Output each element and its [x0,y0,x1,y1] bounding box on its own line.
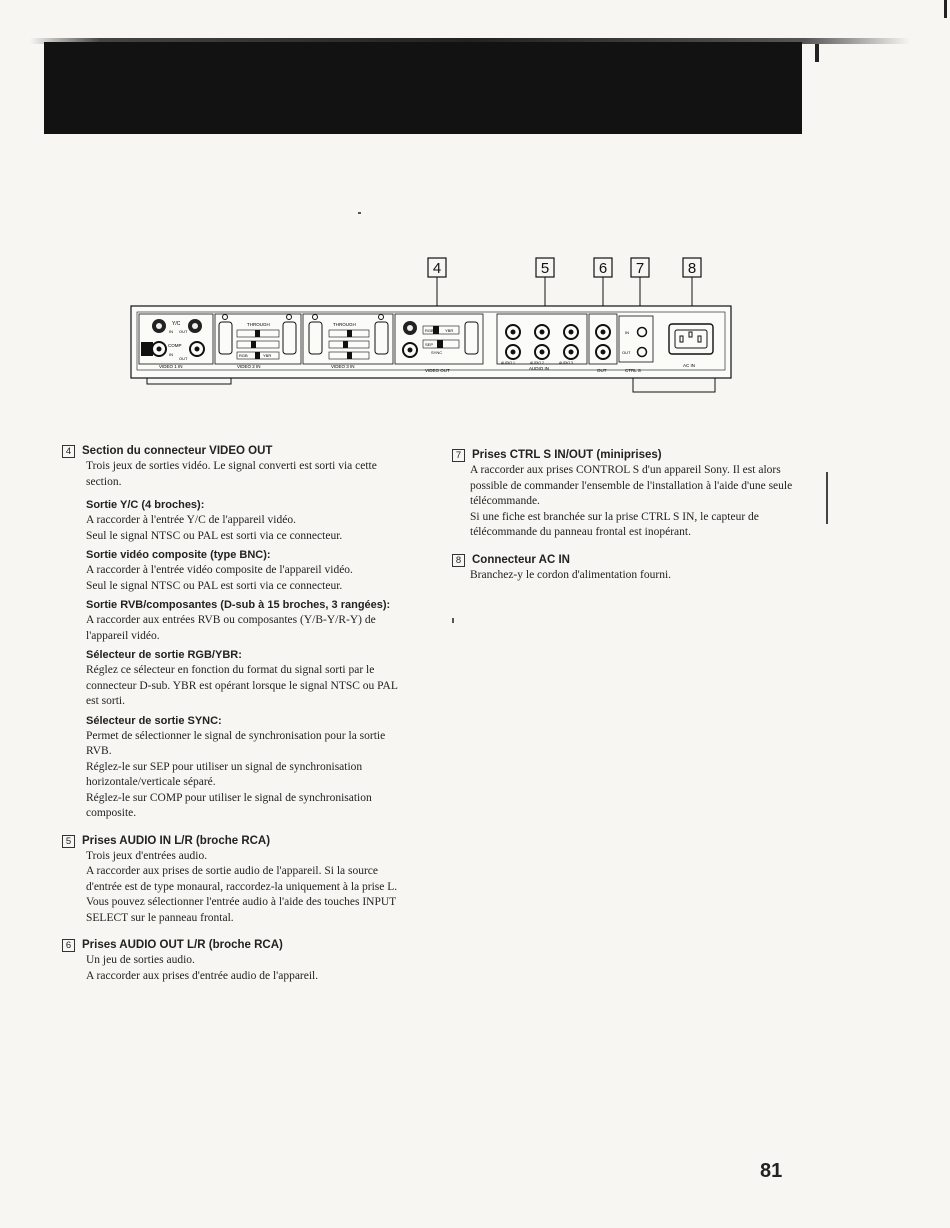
subsection-text: Permet de sélectionner le signal de synchronisation pour la sortie RVB. Réglez-le sur SEP pour utiliser un signal de synchronisation horizontale/verticale séparé. Réglez-le sur COMP pour utiliser le signal de synchronisation composite. [86,729,386,819]
subsection-text: A raccorder à l'entrée vidéo composite de l'appareil vidéo. Seul le signal NTSC ou PAL est sorti via ce connecteur. [86,564,353,592]
svg-text:6: 6 [598,260,608,277]
section-5-heading [62,834,412,849]
svg-text:COMP: COMP [168,343,182,348]
section-5-body [62,849,412,927]
svg-text:AUDIO 2: AUDIO 2 [530,361,545,365]
header-tick-mark [815,44,819,62]
section-title: Section du connecteur VIDEO OUT [82,445,273,457]
section-number-box: 7 [452,449,465,462]
section-6-heading [62,938,412,953]
section-number-box: 6 [62,939,75,952]
section-number-box: 5 [62,835,75,848]
section-title: Prises AUDIO OUT L/R (broche RCA) [82,939,283,951]
section-4-body [62,459,412,822]
svg-text:OUT: OUT [179,329,188,334]
svg-text:IN: IN [625,330,629,335]
svg-text:AUDIO 3: AUDIO 3 [559,361,574,365]
rear-panel-diagram [125,250,735,400]
svg-text:AC IN: AC IN [683,363,696,368]
subsection-title: Sélecteur de sortie RGB/YBR: [86,649,242,661]
subsection-title: Sortie RVB/composantes (D-sub à 15 broches, 3 rangées): [86,599,391,611]
scan-speck [452,618,454,623]
page-number: 81 [760,1160,783,1182]
svg-text:SEP: SEP [425,342,434,347]
right-column [452,448,802,583]
section-text: Branchez-y le cordon d'alimentation fourni. [470,568,672,581]
section-8-heading [452,553,802,568]
svg-text:OUT: OUT [179,356,188,361]
subsection-title: Sortie vidéo composite (type BNC): [86,549,271,561]
scan-speck [826,472,828,524]
foot-left [147,378,231,384]
svg-text:YBR: YBR [445,328,454,333]
svg-text:7: 7 [635,260,645,277]
svg-text:RGB: RGB [239,353,248,358]
section-number-box: 4 [62,445,75,458]
svg-text:RGB: RGB [425,328,434,333]
svg-text:VIDEO 2 IN: VIDEO 2 IN [237,364,261,369]
svg-text:AUDIO 1: AUDIO 1 [501,361,516,365]
svg-text:SYNC: SYNC [431,350,443,355]
section-title: Prises AUDIO IN L/R (broche RCA) [82,834,271,847]
subsection-text: A raccorder aux entrées RVB ou composantes (Y/B-Y/R-Y) de l'appareil vidéo. [86,614,376,642]
svg-text:Y/C: Y/C [172,321,181,327]
subsection-text: A raccorder à l'entrée Y/C de l'appareil vidéo. Seul le signal NTSC ou PAL est sorti via ce connecteur. [86,514,343,542]
svg-text:OUT: OUT [597,368,607,373]
section-text: Trois jeux d'entrées audio. A raccorder aux prises de sortie audio de l'appareil. Si la source d'entrée est de type monaural, raccordez-la uniquement à la prise L. Vous pouvez sélectionner l'entrée audio à l'aide des touches INPUT SELECT sur le panneau frontal. [86,849,398,924]
svg-text:YBR: YBR [263,353,272,358]
foot-right [633,378,715,392]
svg-text:4: 4 [432,260,442,277]
svg-text:VIDEO 3 IN: VIDEO 3 IN [331,364,355,369]
section-text: A raccorder aux prises CONTROL S d'un appareil Sony. Il est alors possible de commander l'ensemble de l'installation à l'aide d'une seule télécommande. Si une fiche est branchée sur la prise CTRL S IN, le capteur de télécommande du panneau frontal est inopérant. [470,464,793,538]
svg-text:IN: IN [169,329,173,334]
svg-text:AUDIO IN: AUDIO IN [529,366,550,371]
svg-text:VIDEO OUT: VIDEO OUT [425,368,450,373]
section-title: Prises CTRL S IN/OUT (miniprises) [472,449,662,461]
subsection-title: Sélecteur de sortie SYNC: [86,714,222,727]
section-4-heading [62,444,412,459]
section-7-heading [452,448,802,463]
svg-text:IN: IN [169,352,173,357]
scan-speck [358,212,361,214]
svg-text:THROUGH: THROUGH [247,322,270,327]
svg-text:8: 8 [687,260,697,277]
section-text: Trois jeux de sorties vidéo. Le signal converti est sorti via cette section. [86,460,377,488]
svg-text:5: 5 [540,260,550,277]
svg-text:THROUGH: THROUGH [333,322,356,327]
section-number-box: 8 [452,554,465,567]
svg-text:VIDEO 1 IN: VIDEO 1 IN [159,364,183,369]
left-column [62,444,412,984]
section-8-body [452,568,802,584]
subsection-title: Sortie Y/C (4 broches): [86,499,205,511]
section-6-body [62,953,412,984]
subsection-text: Réglez ce sélecteur en fonction du format du signal sorti par le connecteur D-sub. YBR est opérant lorsque le signal NTSC ou PAL est sorti. [86,664,398,707]
section-text: Un jeu de sorties audio. A raccorder aux prises d'entrée audio de l'appareil. [86,954,319,982]
header-bar [44,42,802,134]
svg-text:OUT: OUT [622,350,631,355]
section-title: Connecteur AC IN [472,553,570,566]
section-7-body [452,463,802,541]
svg-text:CTRL S: CTRL S [625,368,641,373]
page-edge-mark [944,0,947,18]
